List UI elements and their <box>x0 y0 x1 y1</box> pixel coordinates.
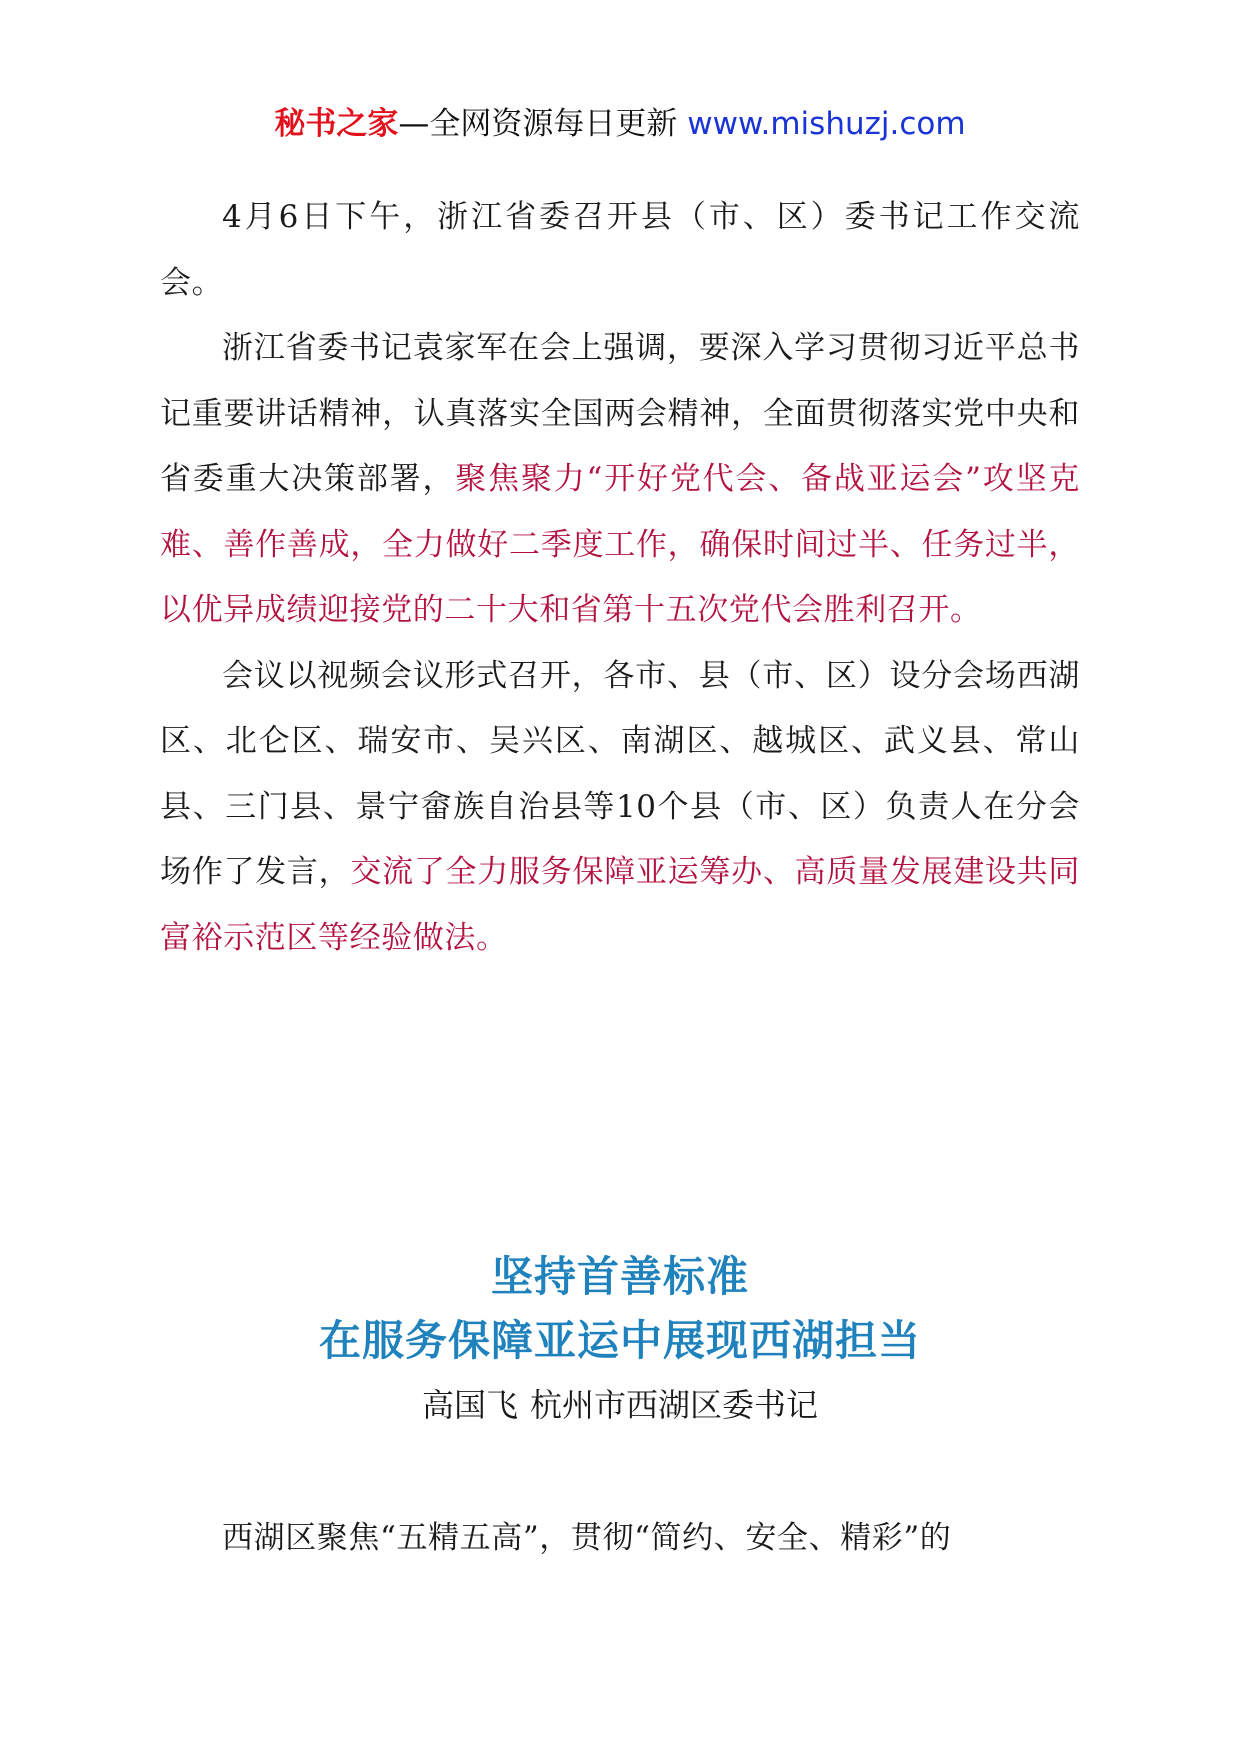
paragraph-2-text: 浙江省委书记袁家军在会上强调，要深入学习贯彻习近平总书记重要讲话精神，认真落实全国两会精神，全面贯彻落实党中央和省委重大决策部署， <box>160 330 1080 497</box>
section-heading <box>0 1245 1240 1433</box>
section-title-line-2: 在服务保障亚运中展现西湖担当 <box>318 1316 921 1365</box>
author-name: 高国飞 <box>421 1386 518 1424</box>
section-body <box>160 1506 1080 1572</box>
article-paragraph-1: 4月6日下午，浙江省委召开县（市、区）委书记工作交流会。 <box>160 199 1080 301</box>
section-title-line-1: 坚持首善标准 <box>490 1252 749 1301</box>
paragraph-2-highlight: 聚焦聚力“开好党代会、备战亚运会”攻坚克难、善作善成，全力做好二季度工作，确保时间过半、任务过半，以优异成绩迎接党的二十大和省第十五次党代会胜利召开。 <box>160 461 1080 628</box>
paragraph-3-text: 会议以视频会议形式召开，各市、县（市、区）设分会场西湖区、北仑区、瑞安市、吴兴区、南湖区、越城区、武义县、常山县、三门县、景宁畲族自治县等10个县（市、区）负责人在分会场作了发言， <box>160 657 1080 890</box>
site-url-link[interactable]: www.mishuzj.com <box>687 106 966 142</box>
paragraph-3-highlight: 交流了全力服务保障亚运筹办、高质量发展建设共同富裕示范区等经验做法。 <box>160 854 1080 956</box>
section-paragraph-1: 西湖区聚焦“五精五高”，贯彻“简约、安全、精彩”的 <box>222 1520 952 1556</box>
site-header <box>0 100 1240 148</box>
article-paragraph-2 <box>160 316 1080 644</box>
article-body <box>160 185 1080 971</box>
author-byline <box>0 1377 1240 1433</box>
article-paragraph-3 <box>160 644 1080 972</box>
header-slogan: —全网资源每日更新 <box>398 106 678 142</box>
author-position: 杭州市西湖区委书记 <box>530 1386 819 1424</box>
brand-name: 秘书之家 <box>274 106 399 142</box>
